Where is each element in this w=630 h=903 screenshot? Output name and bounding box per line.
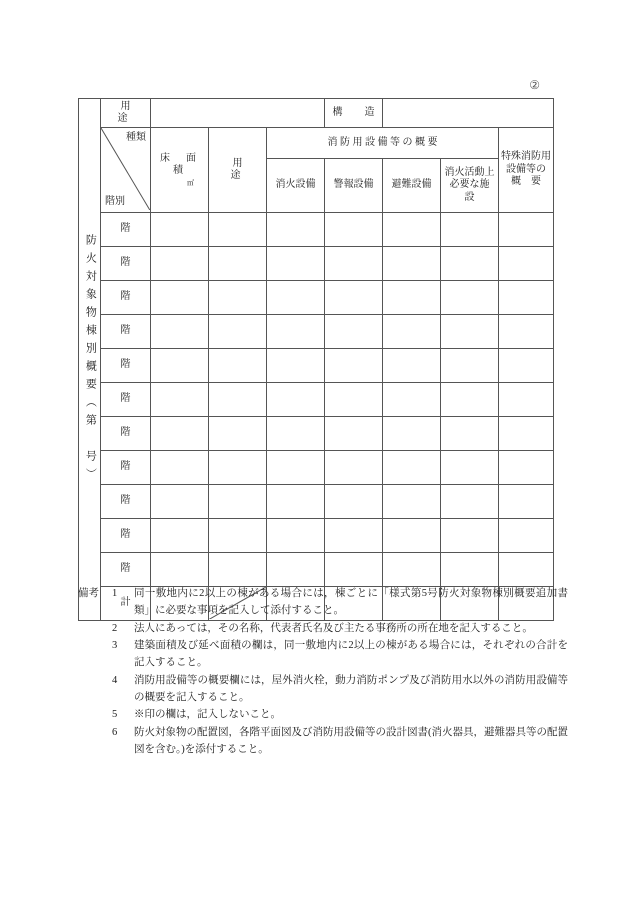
cell-special-equipment[interactable]: [499, 281, 554, 315]
list-item: [112, 672, 568, 706]
header-extinguishing-equipment: 消火設備: [267, 159, 325, 213]
cell-use[interactable]: [209, 417, 267, 451]
cell-alarm-equipment[interactable]: [325, 519, 383, 553]
cell-special-equipment[interactable]: [499, 315, 554, 349]
note-text: 消防用設備等の概要欄には，屋外消火栓，動力消防ポンプ及び消防用水以外の消防用設備等の概要を記入すること。: [134, 674, 568, 703]
row-label-floor: 階: [101, 247, 151, 281]
table-row: [79, 451, 554, 485]
cell-firefighting-activity-facilities[interactable]: [441, 315, 499, 349]
note-number: 6: [112, 726, 118, 738]
cell-use[interactable]: [209, 315, 267, 349]
cell-evacuation-equipment[interactable]: [383, 315, 441, 349]
cell-extinguishing-equipment[interactable]: [267, 485, 325, 519]
spine-label-text: 防火対象物棟別概要（第 号）: [84, 233, 97, 486]
header-use-top-label: 用 途: [101, 99, 151, 128]
cell-extinguishing-equipment[interactable]: [267, 213, 325, 247]
header-special-equipment: 特殊消防用設備等の 概 要: [499, 128, 554, 213]
row-label-floor: 階: [101, 349, 151, 383]
header-floor-kind-label: 階別: [105, 195, 125, 207]
cell-evacuation-equipment[interactable]: [383, 383, 441, 417]
cell-special-equipment[interactable]: [499, 519, 554, 553]
cell-extinguishing-equipment[interactable]: [267, 281, 325, 315]
note-text: ※印の欄は，記入しないこと。: [134, 709, 281, 720]
cell-alarm-equipment[interactable]: [325, 485, 383, 519]
row-label-total: 計: [101, 587, 151, 621]
note-number: 3: [112, 640, 118, 651]
cell-evacuation-equipment[interactable]: [383, 247, 441, 281]
cell-use[interactable]: [209, 349, 267, 383]
cell-use[interactable]: [209, 519, 267, 553]
table-row: [79, 247, 554, 281]
cell-alarm-equipment[interactable]: [325, 349, 383, 383]
cell-firefighting-activity-facilities[interactable]: [441, 417, 499, 451]
cell-evacuation-equipment[interactable]: [383, 451, 441, 485]
cell-firefighting-activity-facilities[interactable]: [441, 451, 499, 485]
cell-evacuation-equipment[interactable]: [383, 349, 441, 383]
cell-firefighting-activity-facilities[interactable]: [441, 553, 499, 587]
cell-firefighting-activity-facilities[interactable]: [441, 247, 499, 281]
note-text: 法人にあっては，その名称，代表者氏名及び主たる事務所の所在地を記入すること。: [134, 622, 533, 634]
table-row: [79, 417, 554, 451]
row-label-floor: 階: [101, 451, 151, 485]
table-row: [79, 315, 554, 349]
cell-extinguishing-equipment[interactable]: [267, 417, 325, 451]
note-text: 同一敷地内に2以上の棟がある場合には，棟ごとに「様式第5号防火対象物棟別概要追加書類」に必要な事項を記入して添付すること。: [134, 588, 568, 616]
cell-use[interactable]: [209, 451, 267, 485]
row-label-floor: 階: [101, 485, 151, 519]
cell-evacuation-equipment[interactable]: [383, 485, 441, 519]
cell-alarm-equipment[interactable]: [325, 281, 383, 315]
fire-prevention-form: [78, 98, 557, 621]
list-item: [112, 706, 568, 723]
table-row: [79, 519, 554, 553]
field-structure-value[interactable]: [383, 99, 554, 128]
note-text: 防火対象物の配置図，各階平面図及び消防用設備等の設計図書(消火器具，避難器具等の配置図を含む。)を添付すること。: [134, 726, 568, 755]
notes-list: [112, 585, 568, 758]
page-number-mark: ②: [529, 78, 540, 92]
list-item: [112, 585, 568, 619]
header-floor-area: [151, 128, 212, 213]
cell-evacuation-equipment[interactable]: [383, 213, 441, 247]
cell-floor-area[interactable]: [151, 281, 209, 315]
cell-floor-area[interactable]: [151, 417, 209, 451]
cell-use[interactable]: [209, 553, 267, 587]
header-floor-area-unit: ㎡: [187, 178, 194, 187]
header-kind-label: 種類: [126, 132, 146, 143]
cell-evacuation-equipment[interactable]: [383, 519, 441, 553]
row-label-floor: 階: [101, 383, 151, 417]
row-label-floor: 階: [101, 553, 151, 587]
header-kind-floor-split-cell: [101, 128, 151, 213]
cell-floor-area[interactable]: [151, 349, 209, 383]
header-fire-equipment-group: 消 防 用 設 備 等 の 概 要: [267, 128, 499, 159]
header-structure-label: 構 造: [325, 99, 383, 128]
cell-extinguishing-equipment[interactable]: [267, 247, 325, 281]
cell-special-equipment[interactable]: [499, 451, 554, 485]
cell-special-equipment[interactable]: [499, 417, 554, 451]
cell-evacuation-equipment[interactable]: [383, 281, 441, 315]
cell-firefighting-activity-facilities[interactable]: [441, 213, 499, 247]
cell-special-equipment[interactable]: [499, 553, 554, 587]
header-evacuation-equipment: 避難設備: [383, 159, 441, 213]
header-firefighting-activity-facilities: 消火活動上必要な施 設: [441, 159, 499, 213]
cell-firefighting-activity-facilities[interactable]: [441, 281, 499, 315]
cell-use[interactable]: [209, 281, 267, 315]
table-row: [79, 553, 554, 587]
header-use-label: 用 途: [209, 128, 267, 213]
spine-label-cell: [79, 99, 101, 621]
cell-special-equipment[interactable]: [499, 485, 554, 519]
cell-evacuation-equipment[interactable]: [383, 553, 441, 587]
table-row: [79, 349, 554, 383]
cell-firefighting-activity-facilities[interactable]: [441, 383, 499, 417]
note-number: 4: [112, 674, 118, 686]
table-row: [79, 213, 554, 247]
cell-extinguishing-equipment[interactable]: [267, 451, 325, 485]
cell-alarm-equipment[interactable]: [325, 315, 383, 349]
row-label-floor: 階: [101, 213, 151, 247]
table-row: [79, 281, 554, 315]
cell-special-equipment[interactable]: [499, 383, 554, 417]
table-row-use-structure: [79, 99, 554, 128]
cell-alarm-equipment[interactable]: [325, 553, 383, 587]
cell-special-equipment[interactable]: [499, 349, 554, 383]
note-number: 5: [112, 709, 118, 720]
cell-evacuation-equipment[interactable]: [383, 417, 441, 451]
cell-firefighting-activity-facilities[interactable]: [441, 485, 499, 519]
cell-floor-area[interactable]: [151, 383, 209, 417]
note-number: 2: [112, 622, 118, 634]
cell-alarm-equipment[interactable]: [325, 451, 383, 485]
field-use-top-value[interactable]: [151, 99, 325, 128]
cell-extinguishing-equipment[interactable]: [267, 315, 325, 349]
row-label-floor: 階: [101, 315, 151, 349]
cell-floor-area[interactable]: [151, 553, 209, 587]
row-label-floor: 階: [101, 519, 151, 553]
building-summary-table: [78, 98, 557, 621]
cell-use[interactable]: [209, 383, 267, 417]
cell-special-equipment[interactable]: [499, 247, 554, 281]
cell-special-equipment[interactable]: [499, 213, 554, 247]
cell-extinguishing-equipment[interactable]: [267, 553, 325, 587]
cell-extinguishing-equipment[interactable]: [267, 519, 325, 553]
table-row-header-group: [79, 128, 554, 159]
cell-alarm-equipment[interactable]: [325, 247, 383, 281]
cell-extinguishing-equipment[interactable]: [267, 383, 325, 417]
note-number: 1: [112, 588, 118, 599]
cell-floor-area[interactable]: [151, 213, 209, 247]
cell-alarm-equipment[interactable]: [325, 417, 383, 451]
cell-firefighting-activity-facilities[interactable]: [441, 349, 499, 383]
note-text: 建築面積及び延べ面積の欄は，同一敷地内に2以上の棟がある場合には，それぞれの合計を記入すること。: [134, 640, 568, 668]
cell-alarm-equipment[interactable]: [325, 213, 383, 247]
cell-use[interactable]: [209, 247, 267, 281]
row-label-floor: 階: [101, 417, 151, 451]
cell-firefighting-activity-facilities[interactable]: [441, 519, 499, 553]
notes-section: [78, 585, 568, 758]
cell-floor-area[interactable]: [151, 315, 209, 349]
notes-heading: 備考: [78, 588, 99, 599]
cell-floor-area[interactable]: [151, 451, 209, 485]
cell-floor-area[interactable]: [151, 247, 209, 281]
header-alarm-equipment: 警報設備: [325, 159, 383, 213]
cell-extinguishing-equipment[interactable]: [267, 349, 325, 383]
table-row: [79, 383, 554, 417]
cell-floor-area[interactable]: [151, 519, 209, 553]
cell-floor-area[interactable]: [151, 485, 209, 519]
cell-use[interactable]: [209, 485, 267, 519]
list-item: [112, 637, 568, 671]
list-item: [112, 724, 568, 758]
table-row: [79, 485, 554, 519]
cell-use[interactable]: [209, 213, 267, 247]
list-item: [112, 620, 568, 637]
cell-alarm-equipment[interactable]: [325, 383, 383, 417]
header-floor-area-label: 床 面 積: [160, 152, 212, 177]
row-label-floor: 階: [101, 281, 151, 315]
